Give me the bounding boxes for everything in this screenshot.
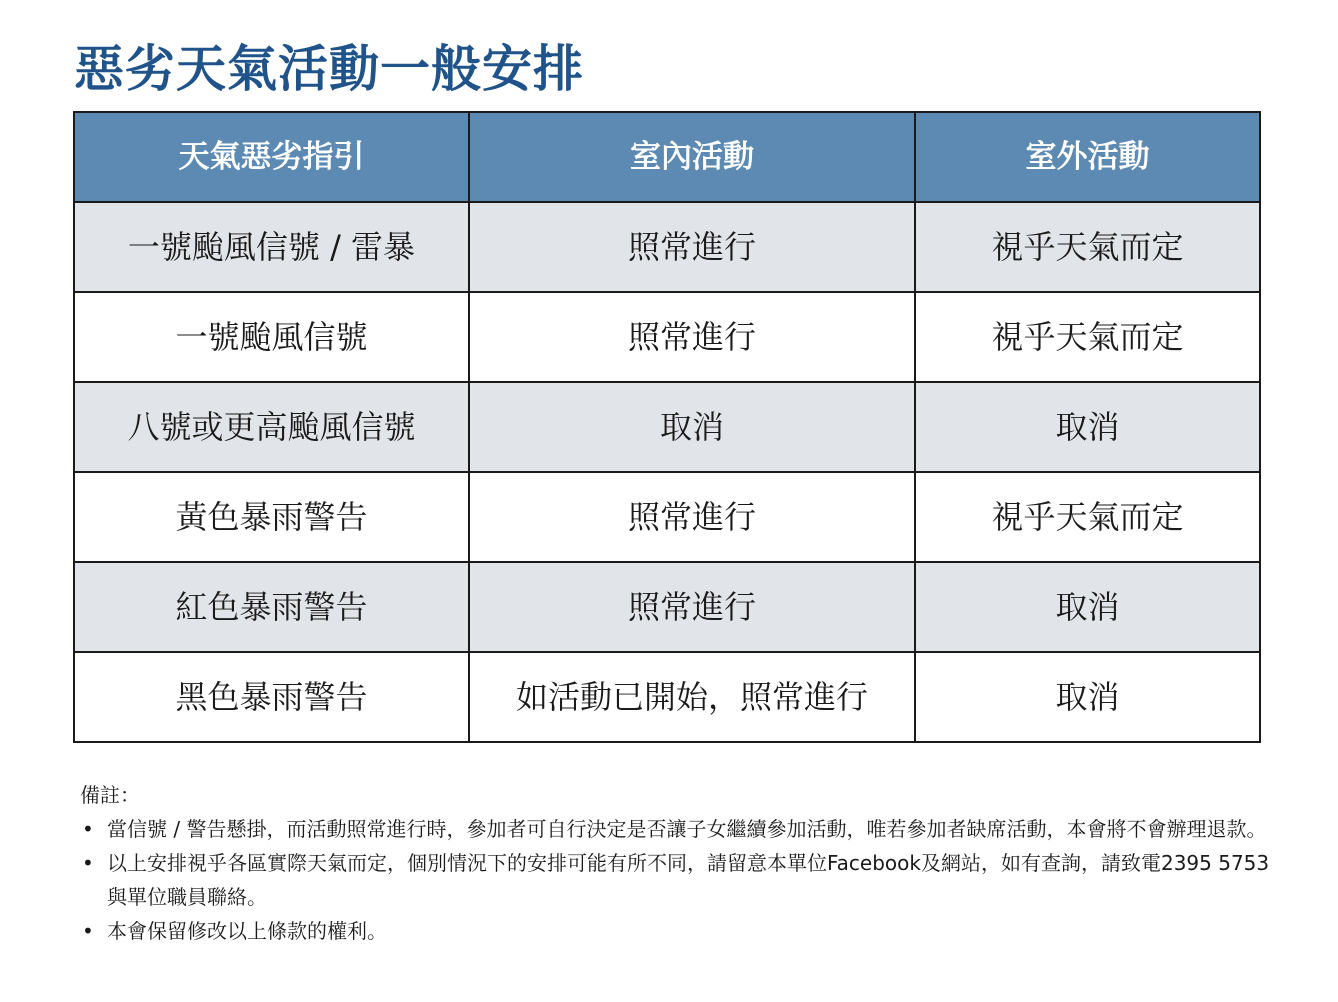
cell-weather-guideline: 一號颱風信號 / 雷暴	[74, 202, 469, 292]
notes-list	[80, 812, 1270, 948]
table-row	[74, 382, 1260, 472]
list-item	[80, 846, 1270, 914]
cell-indoor-activity: 照常進行	[469, 562, 915, 652]
table-row	[74, 292, 1260, 382]
cell-outdoor-activity: 視乎天氣而定	[915, 292, 1260, 382]
note-text: 以上安排視乎各區實際天氣而定，個別情況下的安排可能有所不同，請留意本單位Facebook及網站，如有查詢，請致電2395 5753與單位職員聯絡。	[107, 851, 1270, 909]
table-header-row	[74, 112, 1260, 202]
table-row	[74, 472, 1260, 562]
table-row	[74, 562, 1260, 652]
cell-weather-guideline: 八號或更高颱風信號	[74, 382, 469, 472]
header-outdoor-activity: 室外活動	[915, 112, 1260, 202]
list-item	[80, 812, 1270, 846]
bullet-icon: •	[82, 851, 94, 875]
list-item	[80, 914, 1270, 948]
notes-section	[80, 778, 1270, 948]
cell-indoor-activity: 照常進行	[469, 202, 915, 292]
cell-indoor-activity: 取消	[469, 382, 915, 472]
cell-outdoor-activity: 視乎天氣而定	[915, 202, 1260, 292]
weather-arrangement-table	[73, 111, 1261, 743]
header-weather-guideline: 天氣惡劣指引	[74, 112, 469, 202]
cell-indoor-activity: 如活動已開始，照常進行	[469, 652, 915, 742]
bullet-icon: •	[82, 919, 94, 943]
note-text: 本會保留修改以上條款的權利。	[107, 919, 387, 943]
cell-weather-guideline: 黑色暴雨警告	[74, 652, 469, 742]
cell-weather-guideline: 黃色暴雨警告	[74, 472, 469, 562]
cell-indoor-activity: 照常進行	[469, 292, 915, 382]
cell-weather-guideline: 紅色暴雨警告	[74, 562, 469, 652]
cell-outdoor-activity: 取消	[915, 562, 1260, 652]
weather-arrangement-table-wrapper	[73, 111, 1261, 743]
page-title: 惡劣天氣活動一般安排	[74, 40, 584, 98]
cell-outdoor-activity: 取消	[915, 652, 1260, 742]
table-row	[74, 652, 1260, 742]
note-text: 當信號 / 警告懸掛，而活動照常進行時，參加者可自行決定是否讓子女繼續參加活動，唯若參加者缺席活動，本會將不會辦理退款。	[107, 817, 1267, 841]
header-indoor-activity: 室內活動	[469, 112, 915, 202]
cell-weather-guideline: 一號颱風信號	[74, 292, 469, 382]
cell-indoor-activity: 照常進行	[469, 472, 915, 562]
cell-outdoor-activity: 取消	[915, 382, 1260, 472]
cell-outdoor-activity: 視乎天氣而定	[915, 472, 1260, 562]
bullet-icon: •	[82, 817, 94, 841]
notes-heading: 備註：	[80, 783, 140, 807]
table-row	[74, 202, 1260, 292]
